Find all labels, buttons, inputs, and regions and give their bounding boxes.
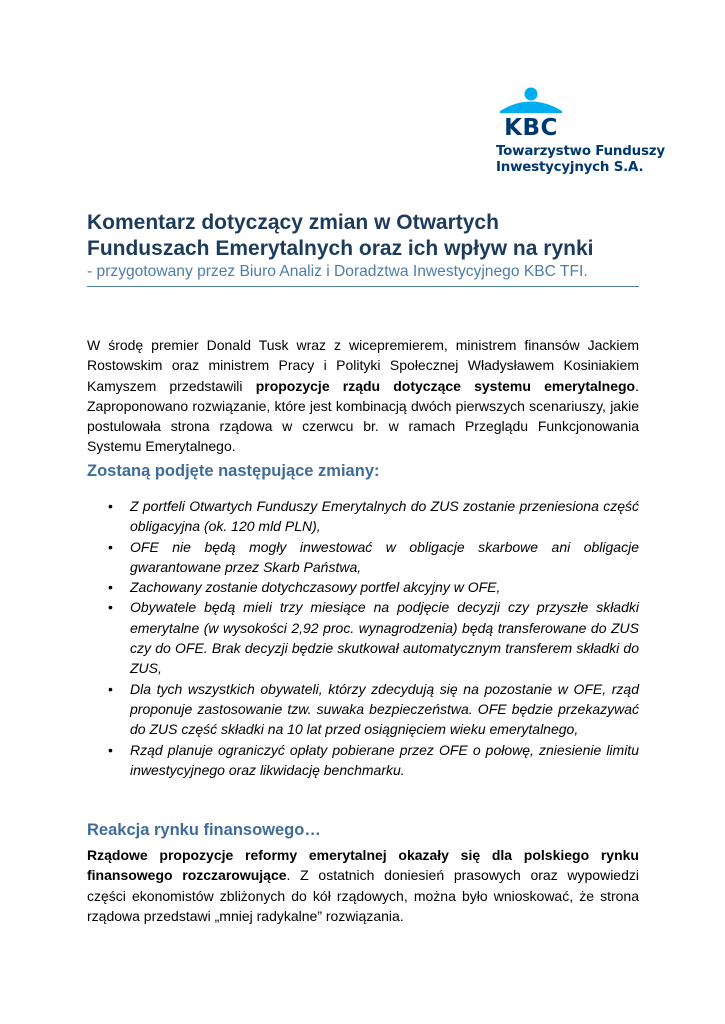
- reaction-bold-text: Rządowe propozycje reformy emerytalnej okazały się dla polskiego rynku finansowego rozczarowujące: [87, 847, 639, 884]
- reaction-paragraph: [87, 845, 639, 926]
- kbc-logo: [496, 84, 665, 175]
- list-item: [87, 679, 639, 740]
- title-divider: [87, 286, 639, 287]
- bullet-icon: •: [108, 599, 113, 616]
- document-subtitle: - przygotowany przez Biuro Analiz i Doradztwa Inwestycyjnego KBC TFI.: [87, 263, 588, 280]
- changes-heading: Zostaną podjęte następujące zmiany:: [87, 462, 380, 480]
- document-title: [87, 210, 647, 262]
- changes-list: [87, 496, 639, 780]
- bullet-icon: •: [108, 538, 113, 555]
- intro-text-end: . Zaproponowano rozwiązanie, które jest kombinacją dwóch pierwszych scenariuszy, jakie postulowała strona rządowa w czerwcu br. w ramach Przeglądu Funkcjonowania Systemu Emerytalnego.: [87, 377, 640, 455]
- list-item-text: Obywatele będą mieli trzy miesiące na podjęcie decyzji czy przyszłe składki emerytalne (w wysokości 2,92 proc. wynagrodzenia) będą transferowane do ZUS czy do OFE. Brak decyzji będzie skutkował automatycznym transferem składki do ZUS,: [130, 599, 639, 677]
- list-item: [87, 740, 639, 781]
- bullet-icon: •: [108, 498, 113, 514]
- bullet-icon: •: [108, 579, 113, 596]
- company-name-line2: Inwestycyjnych S.A.: [496, 160, 644, 175]
- list-item: [87, 577, 639, 597]
- kbc-wordmark: KBC: [504, 115, 558, 140]
- list-item: [87, 597, 639, 678]
- company-name: [496, 144, 665, 176]
- list-item: [87, 496, 639, 537]
- company-name-line1: Towarzystwo Funduszy: [496, 144, 665, 159]
- intro-text-start: W środę premier Donald Tusk wraz z wicepremierem, ministrem finansów Jackiem Rostowskim oraz ministrem Pracy i Polityki Społecznej Władysławem Kosiniakiem Kamyszem przedstawili: [87, 337, 639, 394]
- bullet-icon: •: [108, 680, 113, 697]
- list-item-text: Zachowany zostanie dotychczasowy portfel akcyjny w OFE,: [130, 579, 501, 596]
- reaction-heading: Reakcja rynku finansowego…: [87, 821, 321, 839]
- intro-paragraph: [87, 335, 639, 457]
- reaction-text: . Z ostatnich doniesień prasowych oraz wypowiedzi części ekonomistów zbliżonych do kół rządowych, można było wnioskować, że strona rządowa przedstawi „mniej radykalne” rozwiązania.: [87, 867, 639, 924]
- title-line1: Komentarz dotyczący zmian w Otwartych: [87, 211, 499, 234]
- kbc-logo-icon: [496, 84, 566, 140]
- list-item-text: Rząd planuje ograniczyć opłaty pobierane przez OFE o połowę, zniesienie limitu inwestycyjnego oraz likwidację benchmarku.: [130, 741, 639, 778]
- list-item: [87, 537, 639, 578]
- list-item-text: Dla tych wszystkich obywateli, którzy zdecydują się na pozostanie w OFE, rząd proponuje zastosowanie tzw. suwaka bezpieczeństwa. OFE będzie przekazywać do ZUS część składki na 10 lat przed osiągnięciem wieku emerytalnego,: [130, 680, 639, 738]
- list-item-text: Z portfeli Otwartych Funduszy Emerytalnych do ZUS zostanie przeniesiona część obligacyjna (ok. 120 mld PLN),: [130, 498, 639, 535]
- bullet-icon: •: [108, 741, 113, 758]
- title-line2: Funduszach Emerytalnych oraz ich wpływ na rynki: [87, 237, 594, 260]
- intro-bold-text: propozycje rządu dotyczące systemu emerytalnego: [255, 377, 636, 394]
- list-item-text: OFE nie będą mogły inwestować w obligacje skarbowe ani obligacje gwarantowane przez Skarb Państwa,: [130, 538, 639, 575]
